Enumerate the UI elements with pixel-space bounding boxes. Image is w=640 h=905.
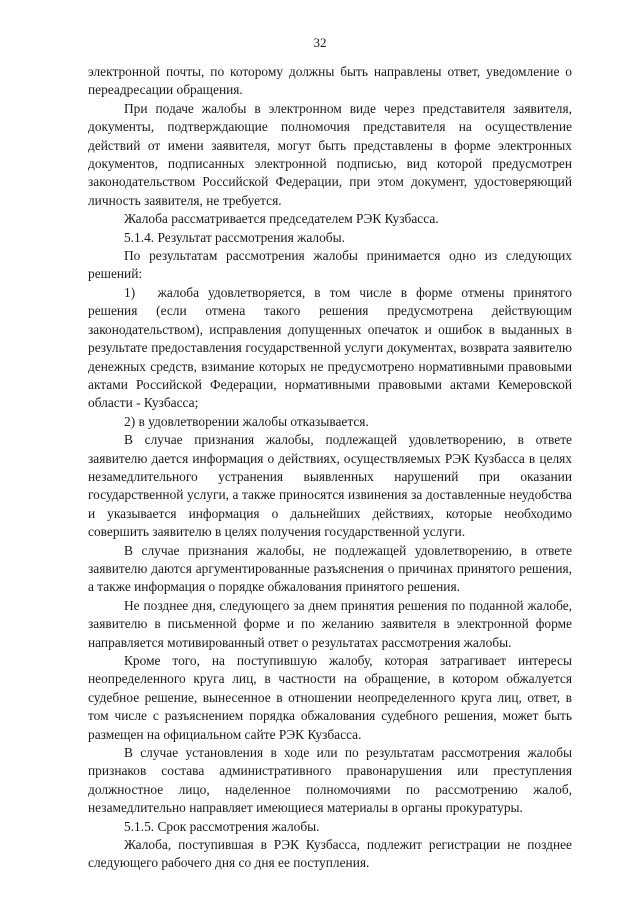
paragraph-email-continuation: электронной почты, по которому должны быть направлены ответ, уведомление о переадресации обращения. <box>88 64 572 98</box>
paragraph-rejected-response: В случае признания жалобы, не подлежащей удовлетворению, в ответе заявителю даются аргументированные разъяснения о причинах принятого решения, а также информация о порядке обжалования принятого решения. <box>88 542 572 595</box>
list-item-1: 1) жалоба удовлетворяется, в том числе в форме отмены принятого решения (если отмена такого решения предусмотрена действующим законодательством), исправления допущенных опечаток и ошибок в выданных в результате предоставления государственной услуги документах, возврата заявителю денежных средств, взимание которых не предусмотрено нормативными правовыми актами Российской Федерации, нормативными правовыми актами Кемеровской области - Кузбасса; <box>88 284 572 411</box>
paragraph-representative-documents: При подаче жалобы в электронном виде через представителя заявителя, документы, подтверждающие полномочия представителя на осуществление действий от имени заявителя, могут быть представлены в форме электронных документов, подписанных электронной подписью, вид которой предусмотрен законодательством Российской Федерации, при этом документ, удостоверяющий личность заявителя, не требуется. <box>88 100 572 208</box>
document-body <box>88 63 572 873</box>
list-item-2: 2) в удовлетворении жалобы отказывается. <box>124 413 369 429</box>
page-number: 32 <box>313 35 327 50</box>
paragraph-reviewer: Жалоба рассматривается председателем РЭК Кузбасса. <box>124 211 439 227</box>
paragraph-registration-deadline: Жалоба, поступившая в РЭК Кузбасса, подлежит регистрации не позднее следующего рабочего дня со дня ее поступления. <box>88 837 572 871</box>
paragraph-satisfied-response: В случае признания жалобы, подлежащей удовлетворению, в ответе заявителю дается информация о действиях, осуществляемых РЭК Кузбасса в целях незамедлительного устранения выявленных нарушений при оказании государственной услуги, а также приносятся извинения за доставленные неудобства и указывается информация о дальнейших действиях, которые необходимо совершить заявителю в целях получения государственной услуги. <box>88 432 572 540</box>
paragraph-prosecutor-referral: В случае установления в ходе или по результатам рассмотрения жалобы признаков состава административного правонарушения или преступления должностное лицо, наделенное полномочиями по рассмотрению жалоб, незамедлительно направляет имеющиеся материалы в органы прокуратуры. <box>88 745 572 816</box>
section-heading-5-1-4: 5.1.4. Результат рассмотрения жалобы. <box>124 229 345 245</box>
paragraph-response-deadline: Не позднее дня, следующего за днем принятия решения по поданной жалобе, заявителю в письменной форме и по желанию заявителя в электронной форме направляется мотивированный ответ о результатах рассмотрения жалобы. <box>88 597 572 650</box>
section-heading-5-1-5: 5.1.5. Срок рассмотрения жалобы. <box>124 818 320 834</box>
paragraph-public-interest: Кроме того, на поступившую жалобу, которая затрагивает интересы неопределенного круга лиц, в частности на обращение, в котором обжалуется судебное решение, вынесенное в отношении неопределенного круга лиц, ответ, в том числе с разъяснением порядка обжалования судебного решения, может быть размещен на официальном сайте РЭК Кузбасса. <box>88 653 572 742</box>
paragraph-decision-options: По результатам рассмотрения жалобы принимается одно из следующих решений: <box>88 248 572 282</box>
